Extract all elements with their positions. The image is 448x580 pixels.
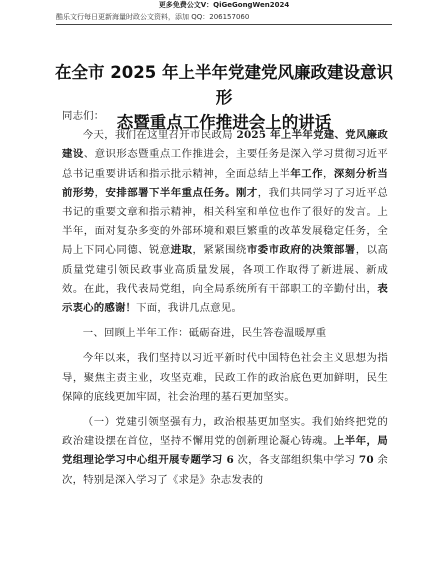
- paragraph-party-building: [62, 413, 388, 490]
- bold-run: 70: [358, 454, 374, 467]
- bold-run: 深刻分析当前形势: [62, 167, 389, 199]
- text-run: ，: [94, 186, 106, 199]
- bold-run: 进取: [170, 244, 193, 257]
- text-run: ，紧紧围绕: [192, 244, 247, 257]
- text-run: 下面，我讲几点意见。: [136, 302, 243, 315]
- top-banner: 更多免费公文V：QiGeGongWen2024: [158, 1, 290, 9]
- text-run: ，以高质量党建引领民政事业高质量发展，各项工作取得了新进展、新成效。在此，我代表局党组，向全局系统所有干部职工的辛勤付出，: [62, 244, 389, 295]
- text-run: ，我们共同学习了习近平总书记的重要文章和指示精神，相关科室和单位也作了很好的发言。上半年，面对复杂多变的外部环境和艰巨繁重的改革发展稳定任务，全局上下同心同德、锐意: [62, 186, 388, 257]
- text-run: 今天，我们在这里召开市民政局: [82, 129, 237, 142]
- header-subline: 酷乐文行每日更新海量时政公文资料，添加 QQ：206157060: [56, 13, 250, 21]
- text-run: ，: [323, 167, 334, 180]
- title-line-1: 在全市 2025 年上半年党建党风廉政建设意识形: [55, 63, 393, 107]
- header-rule: [56, 24, 392, 25]
- paragraph-opening: [62, 126, 388, 318]
- bold-run: 2025 年上半年党建、党: [236, 129, 356, 142]
- title-line-2: 态暨重点工作推进会上的讲话: [116, 113, 332, 132]
- text-run: （一）党建引领坚强有力，政治根基更加坚实。我们始终把党的政治建设摆在首位，坚持不懈用党的创新理论凝心铸魂。: [62, 416, 388, 448]
- text-run: 次，各支部组织集中学习: [233, 454, 359, 467]
- text-run: 余次，特别是深入学习了《求是》杂志发表的: [62, 454, 388, 486]
- salutation: 同志们：: [62, 110, 105, 122]
- bold-run: 年工作: [290, 167, 324, 180]
- paragraph-review: 今年以来，我们坚持以习近平新时代中国特色社会主义思想为指导，聚焦主责主业，攻坚克难，民政工作的政治底色更加鲜明，民生保障的底线更加牢固，社会治理的基石更加坚实。: [62, 352, 388, 403]
- bold-run: 安排部署下半年重点任务。刚才: [105, 186, 258, 199]
- bold-run: 6: [226, 454, 234, 467]
- document-body: [62, 107, 388, 490]
- bold-run: 风廉政建设: [62, 129, 388, 161]
- text-run: 、意识形态暨重点工作推进会，主要任务是深入学习贯彻习近平总书记重要讲话和指示批示精神，全面总结上半: [62, 148, 388, 180]
- bold-run: 表示衷心的感谢！: [62, 282, 388, 315]
- section-heading-1: 一、回顾上半年工作：砥砺奋进，民生答卷温暖厚重: [82, 327, 327, 340]
- bold-run: 市委市政府的决策部署: [246, 244, 356, 257]
- bold-run: 上半年，局党组理论学习中心组开展专题学习: [62, 435, 389, 467]
